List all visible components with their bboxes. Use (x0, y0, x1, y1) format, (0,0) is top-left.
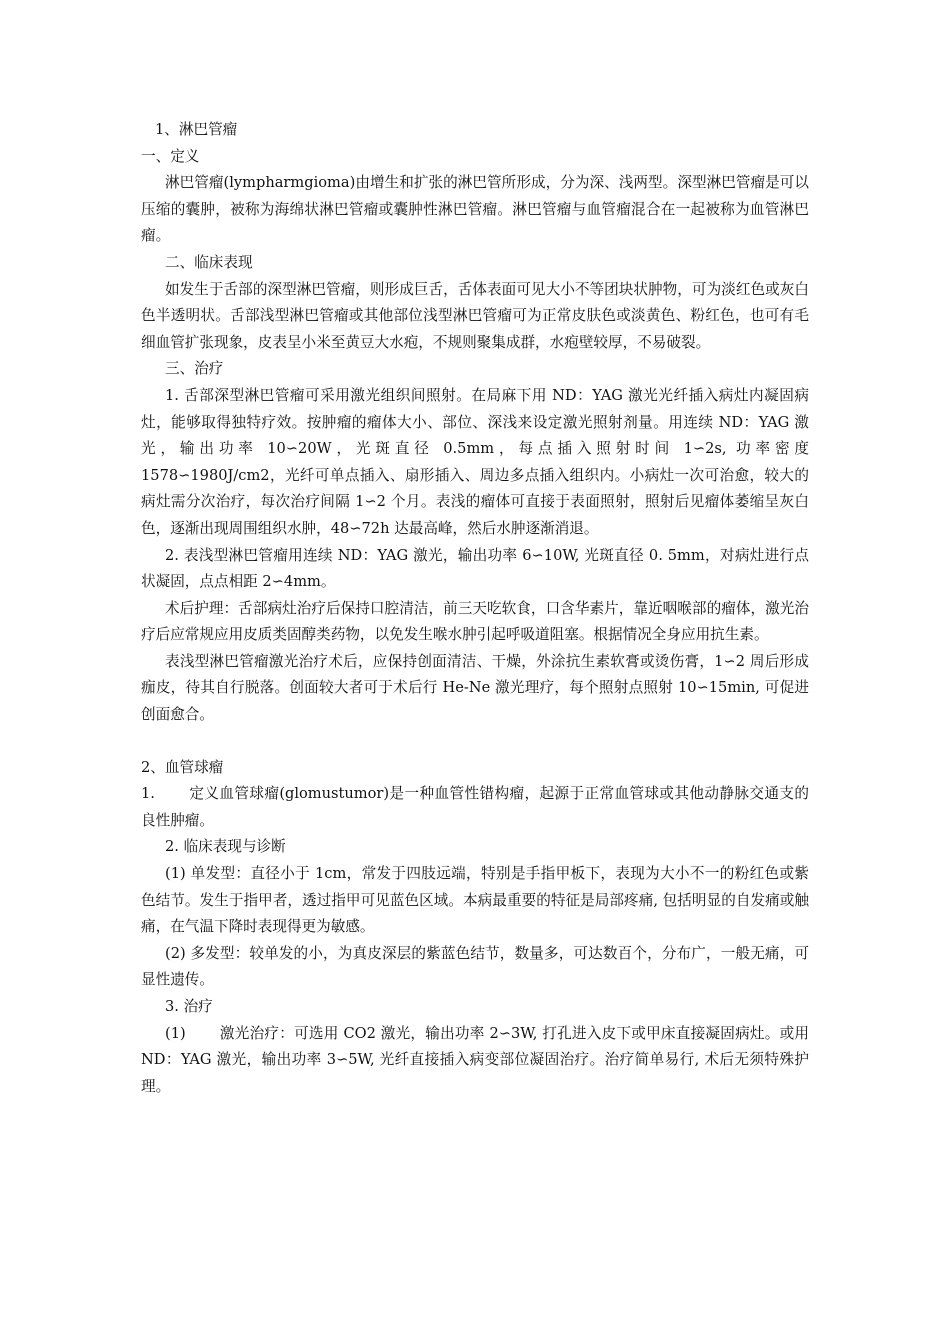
section-2-definition-number: 1. (141, 785, 155, 803)
section-2-title: 2、血管球瘤 (141, 758, 224, 776)
section-spacer (141, 729, 809, 755)
section-2-laser-number: (1) (165, 1024, 186, 1042)
section-2-definition-paragraph (141, 781, 809, 834)
section-2-laser-treatment (141, 1021, 809, 1101)
section-1-definition-paragraph: 淋巴管瘤(lympharmgioma)由增生和扩张的淋巴管所形成，分为深、浅两型。深型淋巴管瘤是可以压缩的囊肿，被称为海绵状淋巴管瘤或囊肿性淋巴管瘤。淋巴管瘤与血管瘤混合在一起被称为血管淋巴瘤。 (141, 174, 809, 245)
section-1-clinical-paragraph: 如发生于舌部的深型淋巴管瘤，则形成巨舌，舌体表面可见大小不等团块状肿物，可为淡红色或灰白色半透明状。舌部浅型淋巴管瘤或其他部位浅型淋巴管瘤可为正常皮肤色或淡黄色、粉红色，也可有毛细血管扩张现象，皮表呈小米至黄豆大水疱，不规则聚集成群，水疱壁较厚，不易破裂。 (141, 280, 809, 351)
section-1-heading-clinical: 二、临床表现 (165, 253, 253, 271)
document-body (141, 117, 809, 1100)
section-2-heading-treatment: 3. 治疗 (165, 998, 213, 1015)
section-1-superficial-postop: 表浅型淋巴管瘤激光治疗术后，应保持创面清洁、干燥，外涂抗生素软膏或烫伤膏，1∽2 周后形成痂皮，待其自行脱落。创面较大者可于术后行 He-Ne 激光理疗，每个照射点照射 10∽15min, 可促进创面愈合。 (141, 652, 809, 724)
section-2-heading-clinical: 2. 临床表现与诊断 (165, 838, 286, 856)
section-2-definition-text: 定义血管球瘤(glomustumor)是一种血管性错构瘤，起源于正常血管球或其他动静脉交通支的良性肿瘤。 (141, 785, 809, 829)
section-1-treatment-item-1: 1. 舌部深型淋巴管瘤可采用激光组织间照射。在局麻下用 ND：YAG 激光光纤插入病灶内凝固病灶，能够取得独特疗效。按肿瘤的瘤体大小、部位、深浅来设定激光照射剂量。用连续 ND：YAG 激光，输出功率 10∽20W，光斑直径 0.5mm，每点插入照射时间 1∽2s, 功率密度 1578∽1980J/cm2，光纤可单点插入、扇形插入、周边多点插入组织内。小病灶一次可治愈，较大的病灶需分次治疗，每次治疗间隔 1∽2 个月。表浅的瘤体可直接于表面照射，照射后见瘤体萎缩呈灰白色，逐渐出现周围组织水肿，48∽72h 达最高峰，然后水肿逐渐消退。 (141, 386, 809, 537)
section-2-laser-text: 激光治疗：可选用 CO2 激光，输出功率 2∽3W, 打孔进入皮下或甲床直接凝固病灶。或用 ND：YAG 激光，输出功率 3∽5W, 光纤直接插入病变部位凝固治疗。治疗简单易行, 术后无须特殊护理。 (141, 1024, 809, 1095)
section-1-heading-definition: 一、定义 (141, 147, 200, 165)
section-1-title: 1、淋巴管瘤 (155, 121, 238, 138)
section-2-single-type: (1) 单发型：直径小于 1cm，常发于四肢远端，特别是手指甲板下，表现为大小不一的粉红色或紫色结节。发生于指甲者，透过指甲可见蓝色区域。本病最重要的特征是局部疼痛, 包括明显的自发痛或触痛，在气温下降时表现得更为敏感。 (141, 865, 809, 936)
section-1-treatment-item-2: 2. 表浅型淋巴管瘤用连续 ND：YAG 激光，输出功率 6∽10W, 光斑直径 0. 5mm，对病灶进行点状凝固，点点相距 2∽4mm。 (141, 546, 809, 591)
section-1-heading-treatment: 三、治疗 (165, 360, 224, 378)
section-2-multiple-type: (2) 多发型：较单发的小，为真皮深层的紫蓝色结节，数量多，可达数百个，分布广，一般无痛，可显性遗传。 (141, 944, 809, 989)
section-1-postop-care: 术后护理：舌部病灶治疗后保持口腔清洁，前三天吃软食，口含华素片，靠近咽喉部的瘤体，激光治疗后应常规应用皮质类固醇类药物，以免发生喉水肿引起呼吸道阻塞。根据情况全身应用抗生素。 (141, 599, 809, 644)
